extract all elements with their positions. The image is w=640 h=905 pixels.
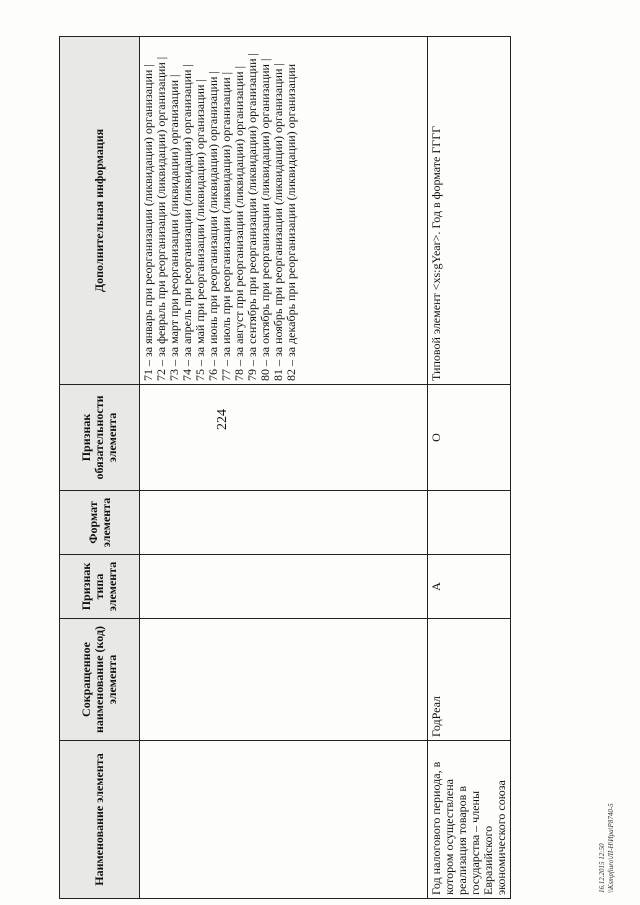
header-name: Наименование элемента	[60, 741, 140, 899]
row1-info	[140, 37, 428, 385]
row2-type: А	[428, 555, 511, 619]
row1-code	[140, 619, 428, 741]
row2-required: О	[428, 385, 511, 491]
elements-table	[59, 36, 511, 899]
row2-info: Типовой элемент <xs:gYear>. Год в формате ГГГГ	[428, 37, 511, 385]
rotated-table-container	[59, 37, 508, 899]
list-item: 73 – за март при реорганизации (ликвидации) организации |	[167, 74, 181, 381]
info-list	[142, 40, 298, 381]
list-item: 75 – за май при реорганизации (ликвидации) организации |	[193, 79, 207, 381]
footer-stamp	[598, 803, 616, 893]
footer-date: 16.12.2015 12:50	[598, 843, 606, 893]
table-header-row	[60, 37, 140, 899]
list-item: 74 – за апрель при реорганизации (ликвидации) организации |	[180, 64, 194, 381]
row2-code: ГодРеал	[428, 619, 511, 741]
row2-format	[428, 491, 511, 555]
list-item: 79 – за сентябрь при реорганизации (ликвидации) организации |	[245, 53, 259, 381]
list-item: 78 – за август при реорганизации (ликвидации) организации |	[232, 66, 246, 381]
table-row	[140, 37, 428, 899]
header-type: Признак типа элемента	[60, 555, 140, 619]
list-item: 77 – за июль при реорганизации (ликвидации) организации |	[219, 71, 233, 381]
footer-path: \\Ksmpfiuro\ЛІ-Н\Ира\Р8740-5	[607, 803, 615, 893]
page-number: 224	[215, 409, 230, 430]
row1-required	[140, 385, 428, 491]
row1-type	[140, 555, 428, 619]
list-item: 76 – за июнь при реорганизации (ликвидации) организации |	[206, 71, 220, 381]
list-item: 80 – за октябрь при реорганизации (ликвидации) организации |	[258, 58, 272, 381]
row1-format	[140, 491, 428, 555]
list-item: 82 – за декабрь при реорганизации (ликвидации) организации	[284, 63, 298, 381]
list-item: 72 – за февраль при реорганизации (ликвидации) организации |	[154, 56, 168, 381]
list-item: 71 – за январь при реорганизации (ликвидации) организации |	[141, 64, 155, 381]
header-code: Сокращенное наименование (код) элемента	[60, 619, 140, 741]
header-required: Признак обязательности элемента	[60, 385, 140, 491]
row2-name: Год налогового периода, в котором осуществлена реализация товаров в государства – члены Евразийского экономического союза	[428, 741, 511, 899]
row1-name	[140, 741, 428, 899]
table-row	[428, 37, 511, 899]
header-info: Дополнительная информация	[60, 37, 140, 385]
header-format: Формат элемента	[60, 491, 140, 555]
list-item: 81 – за ноябрь при реорганизации (ликвидации) организации |	[271, 63, 285, 381]
